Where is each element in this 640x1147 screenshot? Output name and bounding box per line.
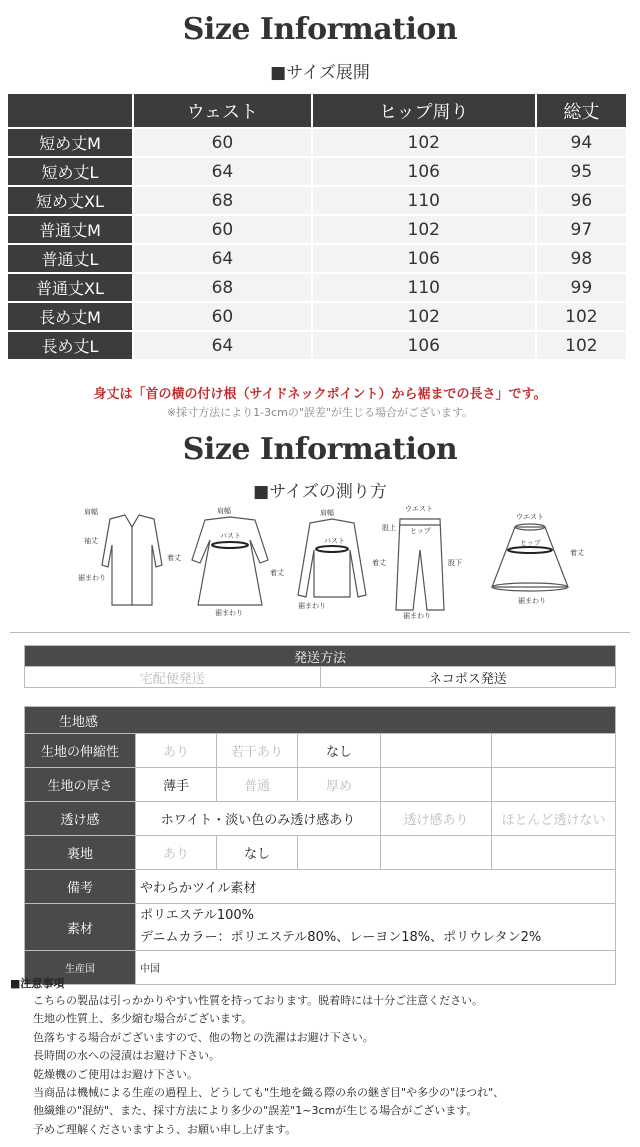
row-label: 普通丈XL bbox=[8, 274, 132, 301]
coat-label-sleeve: 袖丈 bbox=[84, 537, 98, 545]
row-label: 普通丈M bbox=[8, 216, 132, 243]
table-row bbox=[8, 274, 626, 301]
fabric-label: 裏地 bbox=[25, 836, 136, 870]
skirt-label-length: 着丈 bbox=[570, 549, 584, 557]
shipping-table bbox=[24, 645, 616, 688]
cell-length: 102 bbox=[537, 332, 626, 359]
fabric-header: 生地感 bbox=[25, 707, 616, 734]
shipping-option-courier: 宅配便発送 bbox=[25, 667, 321, 688]
row-label: 長め丈M bbox=[8, 303, 132, 330]
cell-hip: 110 bbox=[313, 187, 535, 214]
skirt-label-hip: ヒップ bbox=[520, 539, 541, 547]
size-table-corner bbox=[8, 94, 132, 127]
fabric-row-remarks bbox=[25, 870, 616, 904]
list-item: 他繊維の"混紡"、また、採寸方法により多少の"誤差"1~3cmが生じる場合がございます。 bbox=[33, 1104, 478, 1118]
material-line-2: デニムカラー：ポリエステル80%、レーヨン18%、ポリウレタン2% bbox=[140, 930, 542, 945]
cell-waist: 60 bbox=[134, 303, 311, 330]
fabric-option bbox=[381, 734, 492, 768]
list-item: こちらの製品は引っかかりやすい性質を持っております。脱着時には十分ご注意ください。 bbox=[33, 994, 484, 1007]
coat-label-length: 着丈 bbox=[167, 554, 181, 562]
row-label: 短め丈M bbox=[8, 129, 132, 156]
cell-length: 99 bbox=[537, 274, 626, 301]
dress-label-bust: バスト bbox=[220, 532, 241, 540]
cell-length: 94 bbox=[537, 129, 626, 156]
cell-hip: 110 bbox=[313, 274, 535, 301]
fabric-option: あり bbox=[136, 734, 217, 768]
cell-hip: 102 bbox=[313, 129, 535, 156]
cell-hip: 102 bbox=[313, 216, 535, 243]
size-info-title: Size Information bbox=[182, 12, 458, 47]
size-table-header bbox=[8, 94, 626, 127]
fabric-option bbox=[381, 836, 492, 870]
header-length: 総丈 bbox=[537, 94, 626, 127]
cell-waist: 60 bbox=[134, 129, 311, 156]
table-row bbox=[8, 303, 626, 330]
fabric-option: ほとんど透けない bbox=[492, 802, 616, 836]
fabric-origin-value: 中国 bbox=[136, 951, 616, 985]
top-label-length: 着丈 bbox=[372, 559, 386, 567]
fabric-option: 普通 bbox=[217, 768, 298, 802]
list-item: 色落ちする場合がございますので、他の物との洗濯はお避け下さい。 bbox=[33, 1030, 374, 1044]
dress-label-shoulder: 肩幅 bbox=[217, 507, 231, 515]
skirt-label-hem: 裾まわり bbox=[518, 597, 546, 605]
body-length-note: 身丈は「首の横の付け根（サイドネックポイント）から裾までの長さ」です。 bbox=[93, 387, 547, 402]
measurement-diagrams bbox=[70, 505, 584, 620]
fabric-option bbox=[298, 836, 381, 870]
table-row bbox=[8, 187, 626, 214]
pants-label-hip: ヒップ bbox=[410, 527, 431, 535]
fabric-table bbox=[24, 706, 616, 985]
shipping-header: 発送方法 bbox=[25, 646, 616, 667]
cell-hip: 102 bbox=[313, 303, 535, 330]
pants-label-hem: 裾まわり bbox=[403, 612, 431, 620]
fabric-label: 素材 bbox=[25, 904, 136, 951]
list-item: 乾燥機のご使用はお避け下さい。 bbox=[33, 1067, 198, 1081]
coat-label-hem: 裾まわり bbox=[78, 574, 106, 582]
measure-title: Size Information bbox=[182, 432, 458, 467]
cell-length: 95 bbox=[537, 158, 626, 185]
fabric-option-selected: 薄手 bbox=[136, 768, 217, 802]
fabric-row-lining bbox=[25, 836, 616, 870]
cell-hip: 106 bbox=[313, 245, 535, 272]
cell-length: 96 bbox=[537, 187, 626, 214]
fabric-option bbox=[492, 768, 616, 802]
fabric-row-material bbox=[25, 904, 616, 951]
fabric-row-sheer bbox=[25, 802, 616, 836]
fabric-row-origin bbox=[25, 951, 616, 985]
table-row bbox=[8, 129, 626, 156]
table-row bbox=[8, 332, 626, 359]
fabric-option: 厚め bbox=[298, 768, 381, 802]
cell-length: 102 bbox=[537, 303, 626, 330]
cell-waist: 60 bbox=[134, 216, 311, 243]
fabric-option-selected: ホワイト・淡い色のみ透け感あり bbox=[136, 802, 381, 836]
list-item: 長時間の水への浸漬はお避け下さい。 bbox=[33, 1049, 220, 1063]
row-label: 普通丈L bbox=[8, 245, 132, 272]
pants-label-waist: ウエスト bbox=[405, 505, 433, 513]
top-label-bust: バスト bbox=[324, 537, 345, 545]
fabric-row-thickness bbox=[25, 768, 616, 802]
fabric-row-stretch bbox=[25, 734, 616, 768]
skirt-label-waist: ウエスト bbox=[516, 513, 544, 521]
pants-label-rise: 股上 bbox=[382, 524, 396, 532]
section-divider bbox=[10, 632, 630, 633]
fabric-option: 透け感あり bbox=[381, 802, 492, 836]
caution-header: ■注意事項 bbox=[10, 977, 65, 990]
size-chart-subtitle: ■サイズ展開 bbox=[270, 63, 370, 83]
pants-label-inseam: 股下 bbox=[448, 559, 462, 567]
table-row bbox=[8, 216, 626, 243]
table-row bbox=[8, 245, 626, 272]
row-label: 短め丈L bbox=[8, 158, 132, 185]
shipping-option-nekopos: ネコポス発送 bbox=[320, 667, 616, 688]
fabric-remarks-value: やわらかツイル素材 bbox=[136, 870, 616, 904]
cell-hip: 106 bbox=[313, 158, 535, 185]
cell-waist: 64 bbox=[134, 245, 311, 272]
measure-subtitle: ■サイズの測り方 bbox=[253, 482, 387, 502]
top-diagram bbox=[298, 519, 366, 597]
size-table bbox=[6, 92, 628, 361]
fabric-label: 生地の厚さ bbox=[25, 768, 136, 802]
coat-label-shoulder: 肩幅 bbox=[84, 508, 98, 516]
fabric-option-selected: なし bbox=[298, 734, 381, 768]
cell-waist: 68 bbox=[134, 274, 311, 301]
list-item: 生地の性質上、多少縮む場合がございます。 bbox=[33, 1012, 253, 1026]
coat-diagram bbox=[102, 515, 162, 605]
cell-length: 97 bbox=[537, 216, 626, 243]
cell-waist: 64 bbox=[134, 332, 311, 359]
top-label-hem: 裾まわり bbox=[298, 602, 326, 610]
fabric-option bbox=[381, 768, 492, 802]
fabric-label: 備考 bbox=[25, 870, 136, 904]
list-item: 当商品は機械による生産の過程上、どうしても"生地を織る際の糸の継ぎ目"や多少の"ほつれ"、 bbox=[33, 1086, 505, 1100]
dress-label-hem: 裾まわり bbox=[215, 609, 243, 617]
cell-length: 98 bbox=[537, 245, 626, 272]
cell-hip: 106 bbox=[313, 332, 535, 359]
cell-waist: 68 bbox=[134, 187, 311, 214]
row-label: 短め丈XL bbox=[8, 187, 132, 214]
fabric-option bbox=[492, 836, 616, 870]
fabric-option: あり bbox=[136, 836, 217, 870]
dress-diagram bbox=[192, 517, 268, 605]
list-item: 予めご理解くださいますよう、お願い申し上げます。 bbox=[33, 1122, 297, 1136]
fabric-material-value bbox=[136, 904, 616, 951]
table-row bbox=[8, 158, 626, 185]
fabric-option-selected: なし bbox=[217, 836, 298, 870]
header-waist: ウェスト bbox=[134, 94, 311, 127]
fabric-option bbox=[492, 734, 616, 768]
fabric-label: 透け感 bbox=[25, 802, 136, 836]
header-hip: ヒップ周り bbox=[313, 94, 535, 127]
fabric-label: 生地の伸縮性 bbox=[25, 734, 136, 768]
fabric-option: 若干あり bbox=[217, 734, 298, 768]
row-label: 長め丈L bbox=[8, 332, 132, 359]
cell-waist: 64 bbox=[134, 158, 311, 185]
measurement-error-note: ※採寸方法により1-3cmの"誤差"が生じる場合がございます。 bbox=[166, 406, 474, 419]
dress-label-length: 着丈 bbox=[270, 569, 284, 577]
fabric-label: 生産国 bbox=[25, 951, 136, 985]
top-label-shoulder: 肩幅 bbox=[320, 509, 334, 517]
material-line-1: ポリエステル100% bbox=[140, 908, 254, 923]
skirt-diagram bbox=[492, 524, 568, 591]
caution-list bbox=[33, 992, 633, 1139]
